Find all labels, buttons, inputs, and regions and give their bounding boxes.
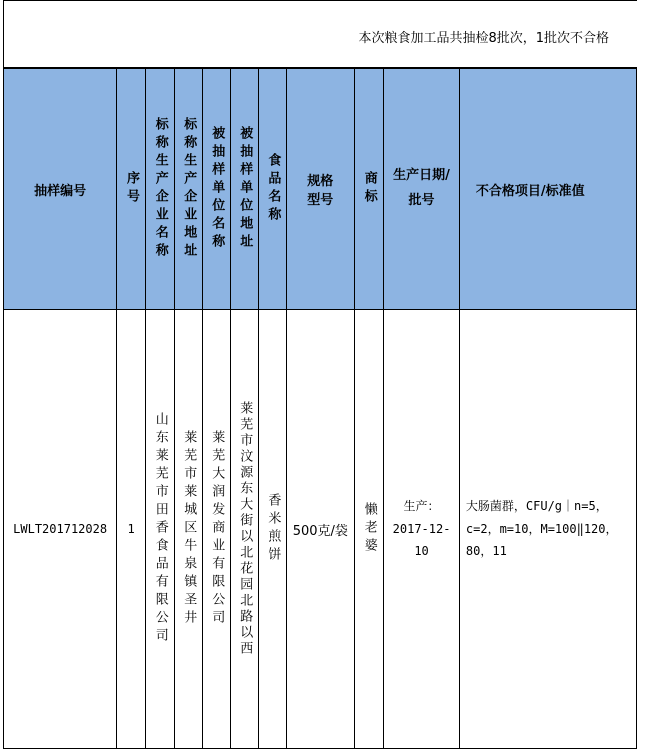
cell-sampled-unit-name: 莱芜大润发商业有限公司: [202, 310, 230, 749]
cell-seq: 1: [117, 310, 146, 749]
cell-fail-item: 大肠菌群，CFU/g｜n=5，c=2，m=10，M=100‖120，80，11: [459, 310, 636, 749]
col-food-name: 食品名称: [259, 69, 287, 310]
col-prod-date: 生产日期/批号: [384, 69, 460, 310]
cell-spec: 500克/袋: [287, 310, 355, 749]
table-header-row: [4, 69, 637, 310]
col-seq: 序号: [117, 69, 146, 310]
col-spec: 规格型号: [287, 69, 355, 310]
cell-sampled-unit-addr: 莱芜市汶源东大街以北花园北路以西: [230, 310, 258, 749]
cell-sample-no: LWLT201712028: [4, 310, 117, 749]
col-brand: 商标: [354, 69, 384, 310]
summary-row: [3, 0, 637, 68]
col-fail-item: 不合格项目/标准值: [459, 69, 636, 310]
col-sampled-unit-name: 被抽样单位名称: [202, 69, 230, 310]
col-sampled-unit-addr: 被抽样单位地址: [230, 69, 258, 310]
cell-food-name: 香米煎饼: [259, 310, 287, 749]
cell-prod-date: 生产：2017-12-10: [384, 310, 460, 749]
col-producer-name: 标称生产企业名称: [146, 69, 175, 310]
results-table: [3, 68, 637, 749]
cell-producer-addr: 莱芜市莱城区牛泉镇圣井: [174, 310, 202, 749]
col-sample-no: 抽样编号: [4, 69, 117, 310]
col-producer-addr: 标称生产企业地址: [174, 69, 202, 310]
cell-brand: 懒老婆: [354, 310, 384, 749]
page-edge: [637, 0, 652, 753]
cell-producer-name: 山东莱芜市田香食品有限公司: [146, 310, 175, 749]
table-row: [4, 310, 637, 749]
summary-text: 本次粮食加工品共抽检8批次，1批次不合格: [358, 31, 609, 46]
spreadsheet: [3, 0, 637, 750]
